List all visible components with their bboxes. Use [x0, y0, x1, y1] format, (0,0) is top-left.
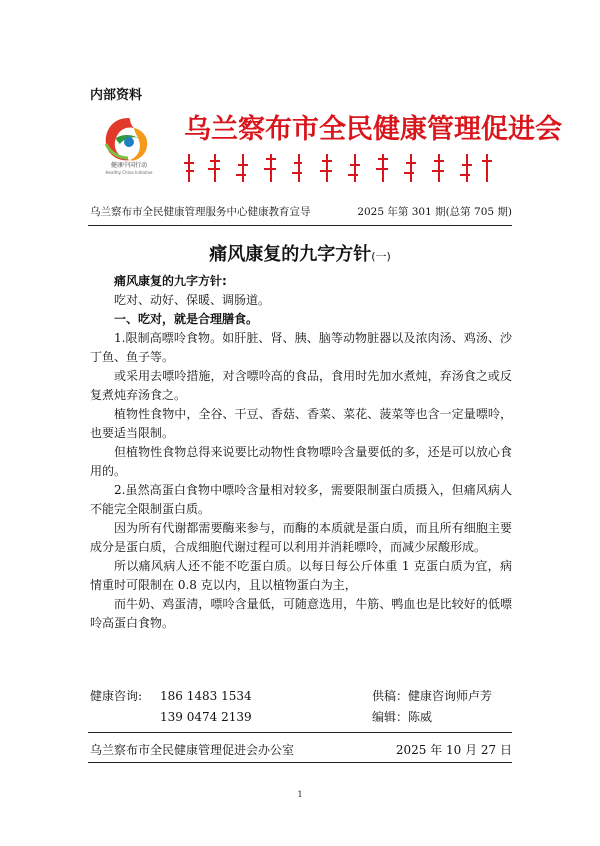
supplier: 供稿：健康咨询师卢芳 [372, 689, 493, 703]
paragraph: 但植物性食物总得来说要比动物性食物嘌呤含量要低的多，还是可以放心食用的。 [90, 445, 512, 478]
article-body [90, 272, 512, 633]
paragraph: 痛风康复的九字方针: [114, 274, 227, 288]
health-china-logo [98, 112, 160, 188]
contact-label: 健康咨询: [90, 689, 143, 703]
page-number: 1 [297, 790, 303, 799]
footer-divider-top [88, 732, 512, 733]
issue-source: 乌兰察布市全民健康管理服务中心健康教育宣导 [90, 206, 311, 218]
editor: 编辑：陈威 [372, 710, 433, 724]
paragraph: 1.限制高嘌呤食物。如肝脏、肾、胰、脑等动物脏器以及浓肉汤、鸡汤、沙丁鱼、鱼子等。 [90, 331, 512, 364]
footer-divider-bottom [88, 762, 512, 763]
mongolian-script-image [184, 148, 494, 188]
footer-office: 乌兰察布市全民健康管理促进会办公室 [90, 743, 295, 757]
paragraph: 或采用去嘌呤措施，对含嘌呤高的食品，食用时先加水煮炖，弃汤食之或反复煮炖弃汤食之。 [90, 369, 512, 402]
contact-block [90, 686, 512, 728]
classification-label: 内部资料 [90, 88, 143, 103]
organization-title: 乌兰察布市全民健康管理促进会 [184, 114, 562, 145]
paragraph: 2.虽然高蛋白食物中嘌呤含量相对较多，需要限制蛋白质摄入，但痛风病人不能完全限制蛋白质。 [90, 483, 512, 516]
paragraph: 吃对、动好、保暖、调肠道。 [114, 293, 271, 307]
paragraph: 所以痛风病人还不能不吃蛋白质。以每日每公斤体重 1 克蛋白质为宜，病情重时可限制在 0.8 克以内，且以植物蛋白为主， [90, 559, 512, 592]
article-title: 痛风康复的九字方针(一) [209, 244, 391, 265]
logo-caption: 健康中国行动 Healthy China Initiative [105, 162, 153, 175]
article-part: (一) [371, 250, 391, 263]
issue-header [90, 204, 512, 219]
paragraph: 植物性食物中，全谷、干豆、香菇、香菜、菜花、菠菜等也含一定量嘌呤，也要适当限制。 [90, 407, 512, 440]
header-divider [88, 225, 512, 226]
paragraph: 一、吃对，就是合理膳食。 [114, 312, 259, 326]
paragraph: 因为所有代谢都需要酶来参与，而酶的本质就是蛋白质，而且所有细胞主要成分是蛋白质，合成细胞代谢过程可以利用并消耗嘌呤，而减少尿酸形成。 [90, 521, 512, 554]
footer [90, 741, 512, 758]
contact-phone-1: 186 1483 1534 [160, 689, 252, 703]
paragraph: 而牛奶、鸡蛋清，嘌呤含量低，可随意选用，牛筋、鸭血也是比较好的低嘌呤高蛋白食物。 [90, 597, 512, 630]
contact-phone-2: 139 0474 2139 [160, 710, 252, 724]
issue-number: 2025 年第 301 期(总第 705 期) [357, 206, 512, 218]
footer-date: 2025 年 10 月 27 日 [395, 743, 512, 757]
